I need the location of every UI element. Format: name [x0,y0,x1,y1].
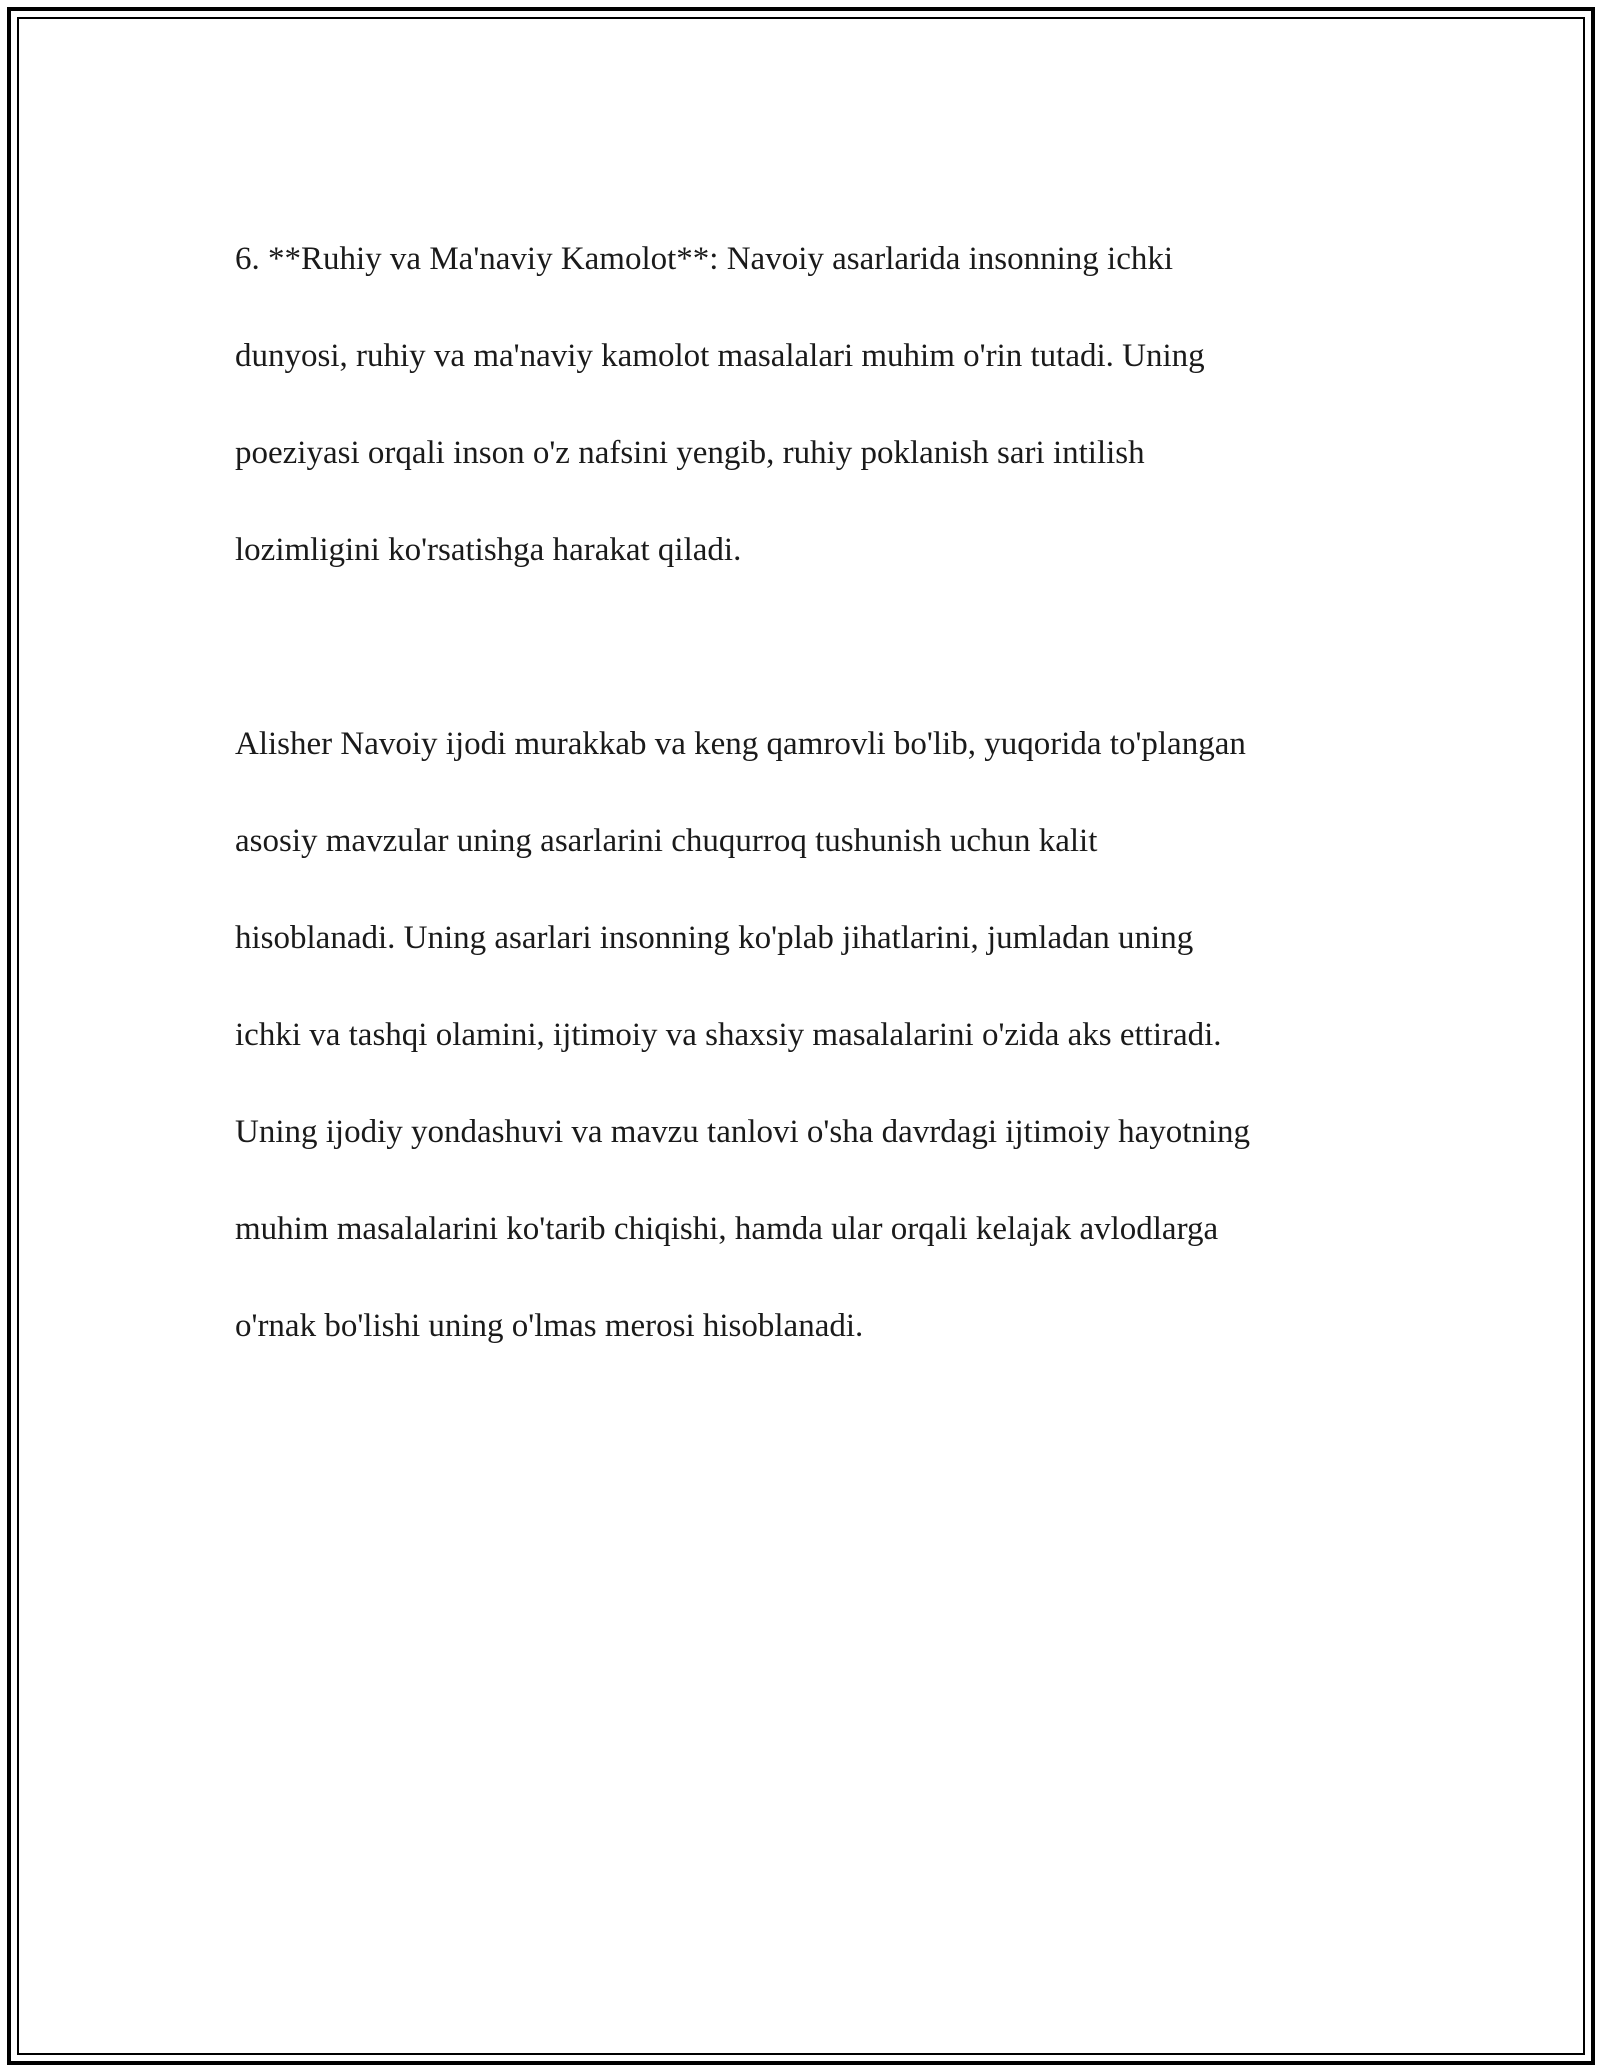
paragraph-ruhiy-kamolot [235,186,1375,623]
text-line: 6. **Ruhiy va Ma'naviy Kamolot**: Navoiy asarlarida insonning ichki [235,240,1174,277]
text-line: asosiy mavzular uning asarlarini chuqurroq tushunish uchun kalit [235,822,1098,859]
text-line: hisoblanadi. Uning asarlari insonning ko'plab jihatlarini, jumladan uning [235,919,1194,956]
text-line: Uning ijodiy yondashuvi va mavzu tanlovi o'sha davrdagi ijtimoiy hayotning [235,1113,1251,1150]
text-line: muhim masalalarini ko'tarib chiqishi, hamda ular orqali kelajak avlodlarga [235,1210,1219,1247]
text-line: dunyosi, ruhiy va ma'naviy kamolot masalalari muhim o'rin tutadi. Uning [235,337,1205,374]
text-line: lozimligini ko'rsatishga harakat qiladi. [235,531,742,568]
text-line: Alisher Navoiy ijodi murakkab va keng qamrovli bo'lib, yuqorida to'plangan [235,725,1246,762]
text-line: o'rnak bo'lishi uning o'lmas merosi hisoblanadi. [235,1307,864,1344]
text-line: ichki va tashqi olamini, ijtimoiy va shaxsiy masalalarini o'zida aks ettiradi. [235,1016,1222,1053]
paragraph-conclusion [235,671,1375,1399]
text-line: poeziyasi orqali inson o'z nafsini yengib, ruhiy poklanish sari intilish [235,434,1145,471]
document-body [235,186,1375,1447]
